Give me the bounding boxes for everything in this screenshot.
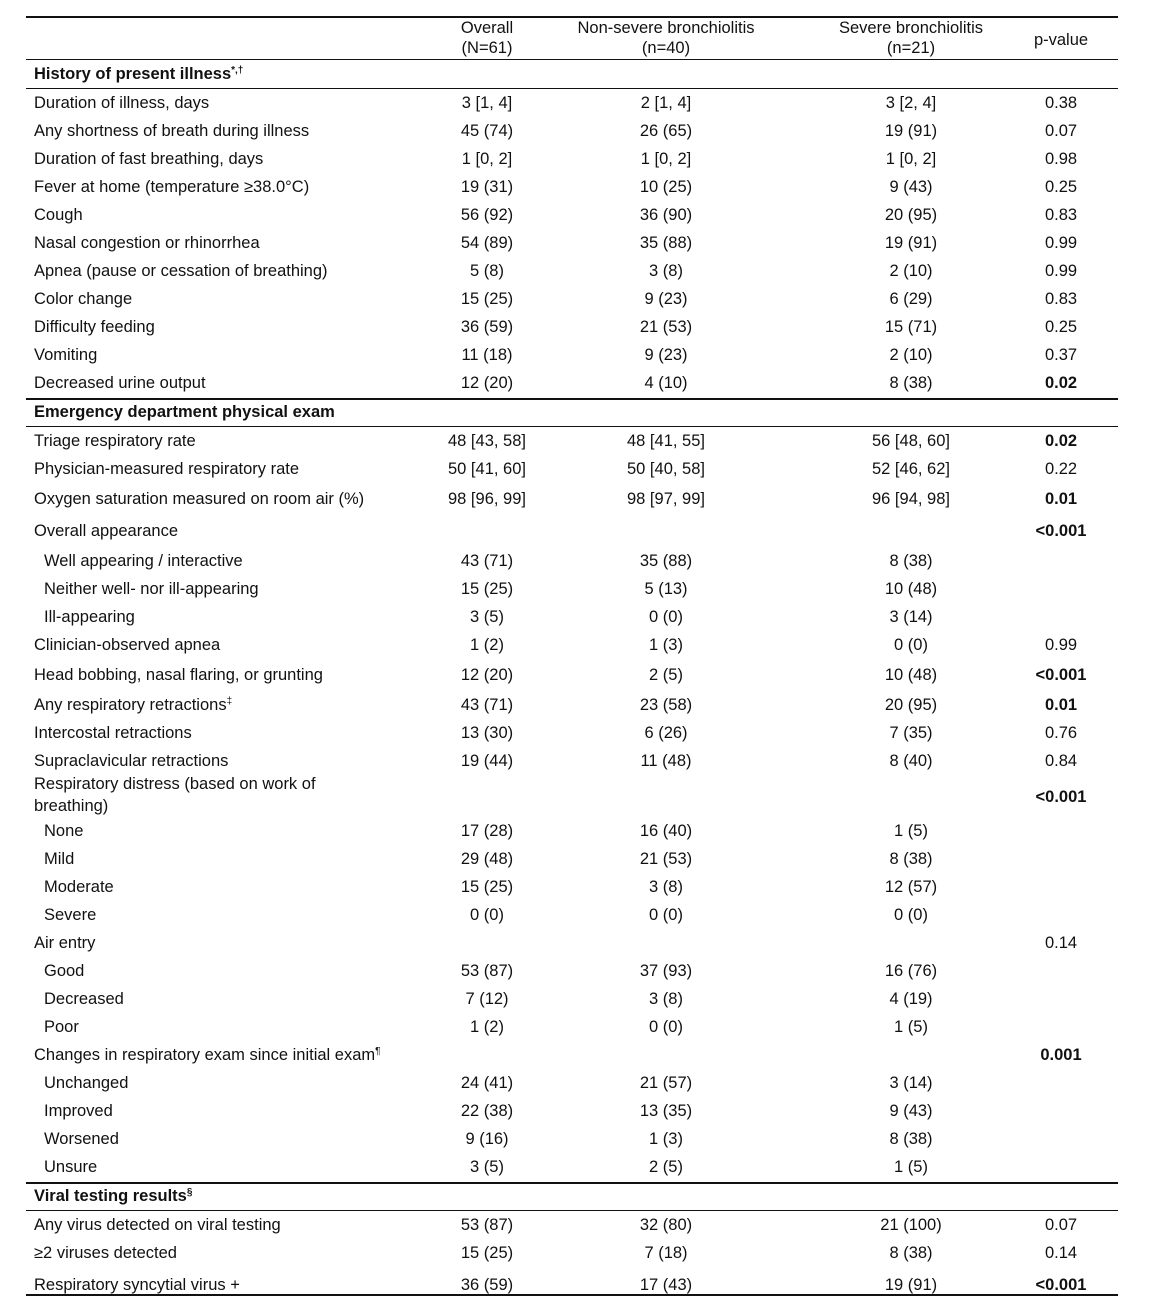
row-label — [34, 317, 414, 337]
row-label-text: Difficulty feeding — [34, 318, 155, 336]
row-label — [34, 665, 414, 685]
cell-overall: 54 (89) — [460, 234, 514, 252]
row-label-text: Improved — [44, 1102, 113, 1120]
cell-overall: 43 (71) — [460, 552, 514, 570]
row-label — [34, 751, 414, 771]
header-rule — [26, 59, 1118, 60]
row-label-text: Good — [44, 962, 85, 980]
cell-nonsevere: 16 (40) — [639, 822, 693, 840]
cell-nonsevere: 37 (93) — [639, 962, 693, 980]
row-label — [44, 551, 424, 571]
cell-overall: 1 (2) — [470, 1018, 504, 1036]
cell-nonsevere: 3 (8) — [649, 262, 683, 280]
row-label — [44, 849, 424, 869]
row-label-text: Ill-appearing — [44, 608, 135, 626]
row-label-text: Moderate — [44, 878, 114, 896]
row-label-text: Air entry — [34, 934, 96, 952]
cell-severe: 19 (91) — [884, 1276, 938, 1294]
cell-nonsevere: 0 (0) — [649, 906, 683, 924]
cell-pvalue: 0.76 — [1044, 724, 1078, 742]
row-label-text: Supraclavicular retractions — [34, 752, 229, 770]
cell-severe: 96 [94, 98] — [872, 490, 950, 508]
cell-severe: 3 (14) — [889, 1074, 933, 1092]
row-label-text: Duration of illness, days — [34, 94, 210, 112]
cell-overall: 19 (44) — [460, 752, 514, 770]
row-label — [44, 877, 424, 897]
cell-nonsevere: 21 (53) — [639, 850, 693, 868]
cell-pvalue: 0.01 — [1044, 696, 1078, 714]
row-label — [34, 1215, 414, 1235]
row-label-text: Duration of fast breathing, days — [34, 150, 264, 168]
row-label — [34, 345, 414, 365]
row-label-text: Decreased urine output — [34, 374, 206, 392]
cell-nonsevere: 36 (90) — [639, 206, 693, 224]
row-label — [34, 289, 414, 309]
cell-nonsevere: 7 (18) — [644, 1244, 688, 1262]
cell-overall: 45 (74) — [460, 122, 514, 140]
row-label-text: Worsened — [44, 1130, 119, 1148]
cell-overall: 56 (92) — [460, 206, 514, 224]
row-label — [44, 1157, 424, 1177]
row-label-text: Well appearing / interactive — [44, 552, 243, 570]
cell-severe: 1 [0, 2] — [885, 150, 937, 168]
cell-pvalue: <0.001 — [1035, 788, 1087, 806]
cell-pvalue: <0.001 — [1035, 1276, 1087, 1294]
cell-pvalue: 0.22 — [1044, 460, 1078, 478]
cell-pvalue: 0.98 — [1044, 150, 1078, 168]
row-label — [34, 261, 414, 281]
cell-overall: 48 [43, 58] — [448, 432, 526, 450]
cell-nonsevere: 1 [0, 2] — [640, 150, 692, 168]
row-label — [34, 521, 414, 541]
col-header-overall-n: (N=61) — [461, 39, 513, 57]
row-label-text: Intercostal retractions — [34, 724, 192, 742]
cell-severe: 0 (0) — [894, 906, 928, 924]
section-title-text: History of present illness — [34, 65, 232, 83]
cell-severe: 7 (35) — [889, 724, 933, 742]
cell-overall: 15 (25) — [460, 290, 514, 308]
cell-pvalue: 0.83 — [1044, 206, 1078, 224]
row-label — [34, 149, 414, 169]
cell-severe: 3 [2, 4] — [885, 94, 937, 112]
cell-pvalue: 0.25 — [1044, 318, 1078, 336]
col-header-nonsevere-n: (n=40) — [641, 39, 691, 57]
cell-overall: 0 (0) — [470, 906, 504, 924]
cell-severe: 4 (19) — [889, 990, 933, 1008]
cell-pvalue: <0.001 — [1035, 666, 1087, 684]
cell-pvalue: 0.25 — [1044, 178, 1078, 196]
cell-overall: 3 [1, 4] — [461, 94, 513, 112]
col-header-overall-label: Overall — [460, 19, 514, 37]
cell-overall: 19 (31) — [460, 178, 514, 196]
col-header-severe — [816, 18, 1006, 58]
cell-nonsevere: 35 (88) — [639, 234, 693, 252]
row-label-text: Apnea (pause or cessation of breathing) — [34, 262, 328, 280]
cell-overall: 12 (20) — [460, 666, 514, 684]
row-label-text: Neither well- nor ill-appearing — [44, 580, 259, 598]
cell-severe: 8 (38) — [889, 374, 933, 392]
cell-severe: 9 (43) — [889, 178, 933, 196]
row-label-text: Unsure — [44, 1158, 98, 1176]
cell-pvalue: 0.84 — [1044, 752, 1078, 770]
row-label-text: Head bobbing, nasal flaring, or grunting — [34, 666, 323, 684]
row-label-text: Triage respiratory rate — [34, 432, 196, 450]
row-label — [34, 635, 414, 655]
cell-overall: 11 (18) — [461, 346, 513, 364]
section-rule — [26, 1182, 1118, 1184]
cell-nonsevere: 17 (43) — [639, 1276, 693, 1294]
row-label-text: Any shortness of breath during illness — [34, 122, 310, 140]
cell-overall: 50 [41, 60] — [448, 460, 526, 478]
footnote-marker: § — [186, 1187, 193, 1198]
row-label — [44, 579, 424, 599]
footnote-marker: ‡ — [226, 696, 233, 707]
cell-overall: 15 (25) — [460, 878, 514, 896]
cell-nonsevere: 3 (8) — [649, 878, 683, 896]
row-label-text: Decreased — [44, 990, 124, 1008]
section-rule — [26, 398, 1118, 400]
cell-overall: 22 (38) — [460, 1102, 514, 1120]
section-title — [34, 1186, 414, 1206]
cell-nonsevere: 6 (26) — [644, 724, 688, 742]
row-label-text: Fever at home (temperature ≥38.0°C) — [34, 178, 310, 196]
cell-nonsevere: 2 (5) — [649, 1158, 683, 1176]
cell-overall: 15 (25) — [460, 580, 514, 598]
cell-nonsevere: 32 (80) — [639, 1216, 693, 1234]
cell-nonsevere: 21 (53) — [639, 318, 693, 336]
cell-severe: 20 (95) — [884, 206, 938, 224]
row-label — [44, 1073, 424, 1093]
cell-severe: 12 (57) — [884, 878, 938, 896]
col-header-nonsevere-label: Non-severe bronchiolitis — [577, 19, 755, 37]
cell-overall: 1 [0, 2] — [461, 150, 513, 168]
cell-nonsevere: 2 (5) — [649, 666, 683, 684]
row-label-text: Poor — [44, 1018, 79, 1036]
cell-severe: 10 (48) — [884, 666, 938, 684]
col-header-pvalue: p-value — [1033, 31, 1089, 49]
row-label — [34, 93, 414, 113]
cell-severe: 20 (95) — [884, 696, 938, 714]
cell-overall: 15 (25) — [460, 1244, 514, 1262]
cell-severe: 8 (38) — [889, 1244, 933, 1262]
row-label-text: Physician-measured respiratory rate — [34, 460, 300, 478]
row-label-text: Respiratory syncytial virus + — [34, 1276, 240, 1294]
row-label — [34, 459, 414, 479]
cell-nonsevere: 23 (58) — [639, 696, 693, 714]
cell-severe: 6 (29) — [889, 290, 933, 308]
cell-overall: 3 (5) — [470, 608, 504, 626]
row-label — [44, 1017, 424, 1037]
row-label — [44, 607, 424, 627]
row-label — [44, 821, 424, 841]
cell-severe: 8 (38) — [889, 1130, 933, 1148]
cell-nonsevere: 35 (88) — [639, 552, 693, 570]
cell-severe: 8 (40) — [889, 752, 933, 770]
cell-nonsevere: 21 (57) — [639, 1074, 693, 1092]
cell-severe: 52 [46, 62] — [872, 460, 950, 478]
col-header-overall — [407, 18, 567, 58]
cell-nonsevere: 3 (8) — [649, 990, 683, 1008]
cell-pvalue: 0.99 — [1044, 234, 1078, 252]
row-label-text: Oxygen saturation measured on room air (%) — [34, 490, 365, 508]
row-label — [34, 373, 414, 393]
section-title-text: Viral testing results — [34, 1187, 187, 1205]
row-label — [34, 1243, 414, 1263]
cell-pvalue: 0.14 — [1044, 934, 1078, 952]
row-label — [44, 1101, 424, 1121]
cell-severe: 9 (43) — [889, 1102, 933, 1120]
cell-pvalue: 0.02 — [1044, 432, 1078, 450]
cell-overall: 29 (48) — [460, 850, 514, 868]
cell-severe: 16 (76) — [884, 962, 938, 980]
cell-pvalue: <0.001 — [1035, 522, 1087, 540]
section-header-rule — [26, 88, 1118, 89]
row-label — [34, 489, 414, 509]
cell-nonsevere: 10 (25) — [639, 178, 693, 196]
cell-severe: 3 (14) — [889, 608, 933, 626]
cell-nonsevere: 50 [40, 58] — [627, 460, 705, 478]
section-title — [34, 64, 414, 84]
cell-nonsevere: 5 (13) — [644, 580, 688, 598]
cell-pvalue: 0.99 — [1044, 636, 1078, 654]
row-label — [34, 723, 414, 743]
row-label-text: Overall appearance — [34, 522, 179, 540]
section-title — [34, 402, 414, 422]
section-title-text: Emergency department physical exam — [34, 403, 335, 421]
row-label — [44, 1129, 424, 1149]
row-label-text: ≥2 viruses detected — [34, 1244, 177, 1262]
section-header-rule — [26, 426, 1118, 427]
cell-severe: 10 (48) — [884, 580, 938, 598]
row-label-text: Respiratory distress (based on work of breathing) — [34, 775, 316, 815]
cell-pvalue: 0.37 — [1044, 346, 1078, 364]
row-label-text: Unchanged — [44, 1074, 129, 1092]
row-label — [34, 773, 364, 817]
row-label — [34, 431, 414, 451]
row-label-text: Changes in respiratory exam since initial exam — [34, 1046, 376, 1064]
cell-nonsevere: 0 (0) — [649, 1018, 683, 1036]
footnote-marker: ¶ — [375, 1046, 381, 1057]
cell-severe: 19 (91) — [884, 122, 938, 140]
cell-pvalue: 0.38 — [1044, 94, 1078, 112]
cell-nonsevere: 11 (48) — [640, 752, 692, 770]
cell-nonsevere: 1 (3) — [649, 1130, 683, 1148]
row-label — [34, 1045, 414, 1065]
section-header-rule — [26, 1210, 1118, 1211]
cell-severe: 2 (10) — [889, 346, 933, 364]
cell-overall: 36 (59) — [460, 1276, 514, 1294]
cell-pvalue: 0.99 — [1044, 262, 1078, 280]
row-label — [44, 989, 424, 1009]
cell-nonsevere: 98 [97, 99] — [627, 490, 705, 508]
cell-severe: 1 (5) — [894, 1018, 928, 1036]
row-label-text: Mild — [44, 850, 75, 868]
cell-overall: 13 (30) — [460, 724, 514, 742]
cell-overall: 53 (87) — [460, 1216, 514, 1234]
cell-overall: 24 (41) — [460, 1074, 514, 1092]
cell-pvalue: 0.83 — [1044, 290, 1078, 308]
cell-nonsevere: 9 (23) — [644, 290, 688, 308]
cell-nonsevere: 9 (23) — [644, 346, 688, 364]
cell-overall: 36 (59) — [460, 318, 514, 336]
row-label-text: Severe — [44, 906, 97, 924]
row-label-text: Nasal congestion or rhinorrhea — [34, 234, 260, 252]
footnote-marker: *,† — [231, 65, 244, 76]
cell-severe: 15 (71) — [884, 318, 938, 336]
cell-pvalue: 0.01 — [1044, 490, 1078, 508]
cell-severe: 1 (5) — [894, 822, 928, 840]
cell-severe: 21 (100) — [880, 1216, 942, 1234]
row-label-text: Any respiratory retractions — [34, 696, 227, 714]
row-label-text: None — [44, 822, 84, 840]
row-label-text: Any virus detected on viral testing — [34, 1216, 281, 1234]
row-label — [44, 905, 424, 925]
cell-overall: 17 (28) — [460, 822, 514, 840]
cell-nonsevere: 26 (65) — [639, 122, 693, 140]
cell-nonsevere: 48 [41, 55] — [627, 432, 705, 450]
cell-nonsevere: 1 (3) — [649, 636, 683, 654]
row-label — [34, 933, 414, 953]
col-header-severe-label: Severe bronchiolitis — [839, 19, 983, 37]
cell-severe: 2 (10) — [889, 262, 933, 280]
cell-overall: 9 (16) — [465, 1130, 509, 1148]
cell-nonsevere: 4 (10) — [644, 374, 688, 392]
cell-pvalue: 0.02 — [1044, 374, 1078, 392]
cell-overall: 53 (87) — [460, 962, 514, 980]
cell-severe: 8 (38) — [889, 850, 933, 868]
cell-severe: 1 (5) — [894, 1158, 928, 1176]
cell-severe: 0 (0) — [894, 636, 928, 654]
cell-overall: 3 (5) — [470, 1158, 504, 1176]
row-label — [44, 961, 424, 981]
row-label-text: Color change — [34, 290, 133, 308]
cell-overall: 12 (20) — [460, 374, 514, 392]
cell-severe: 8 (38) — [889, 552, 933, 570]
row-label-text: Cough — [34, 206, 83, 224]
row-label — [34, 1275, 414, 1295]
col-header-severe-n: (n=21) — [886, 39, 936, 57]
cell-pvalue: 0.07 — [1044, 122, 1078, 140]
cell-pvalue: 0.07 — [1044, 1216, 1078, 1234]
cell-pvalue: 0.14 — [1044, 1244, 1078, 1262]
cell-overall: 98 [96, 99] — [448, 490, 526, 508]
row-label — [34, 205, 414, 225]
cell-overall: 43 (71) — [460, 696, 514, 714]
row-label — [34, 177, 414, 197]
cell-nonsevere: 2 [1, 4] — [640, 94, 692, 112]
row-label — [34, 695, 414, 715]
row-label — [34, 121, 414, 141]
cell-nonsevere: 13 (35) — [639, 1102, 693, 1120]
cell-overall: 5 (8) — [470, 262, 504, 280]
cell-nonsevere: 0 (0) — [649, 608, 683, 626]
bottom-rule — [26, 1294, 1118, 1296]
row-label-text: Clinician-observed apnea — [34, 636, 221, 654]
row-label — [34, 233, 414, 253]
cell-overall: 7 (12) — [465, 990, 509, 1008]
cell-pvalue: 0.001 — [1040, 1046, 1082, 1064]
row-label-text: Vomiting — [34, 346, 98, 364]
cell-severe: 19 (91) — [884, 234, 938, 252]
cell-overall: 1 (2) — [470, 636, 504, 654]
cell-severe: 56 [48, 60] — [872, 432, 950, 450]
col-header-nonsevere — [566, 18, 766, 58]
